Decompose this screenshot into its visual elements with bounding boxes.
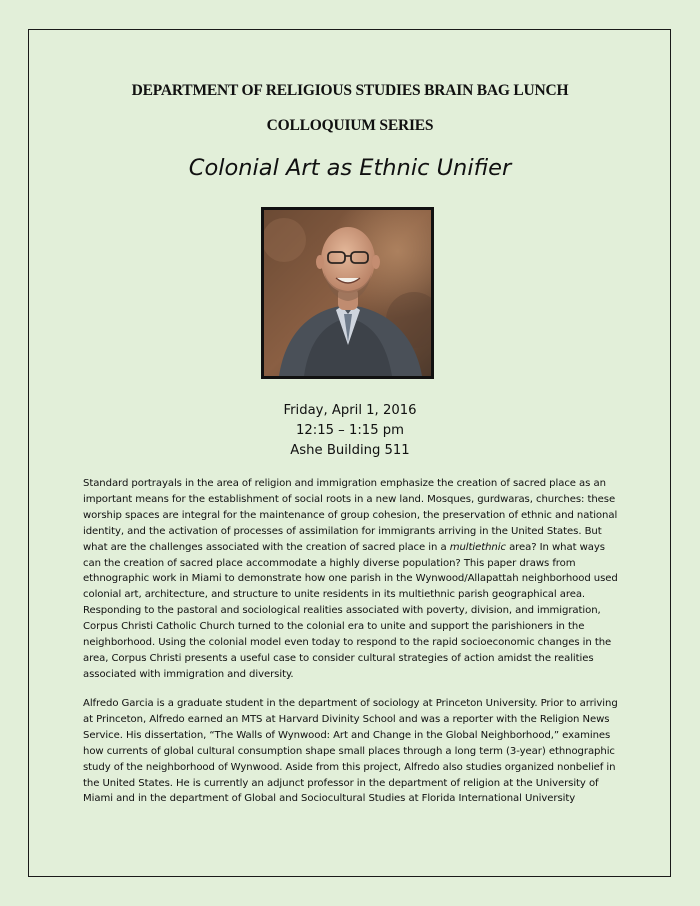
event-location: Ashe Building 511 <box>290 443 410 458</box>
event-date: Friday, April 1, 2016 <box>283 403 417 418</box>
event-time: 12:15 – 1:15 pm <box>295 423 404 438</box>
speaker-photo <box>261 207 434 379</box>
speaker-bio: Alfredo Garcia is a graduate student in the department of sociology at Princeton University. Prior to arriving at Princeton, Alfredo earned an MTS at Harvard Divinity School and was a reporter with the Religion News Service. His dissertation, “The Walls of Wynwood: Art and Change in the Global Neighborhood,” examines how currents of global cultural consumption shape small places through a long term (3-year) ethnographic study of the neighborhood of Wynwood. Aside from this project, Alfredo also studies organized nonbelief in the United States. He is currently an adjunct professor in the department of religion at the University of Miami and in the department of Global and Sociocultural Studies at Florida International University <box>83 698 618 805</box>
abstract-text-part-2: area? In what ways can the creation of sacred place accommodate a highly diverse population? This paper draws from ethnographic work in Miami to demonstrate how one parish in the Wynwood/Allapattah neighborhood used colonial art, architecture, and structure to unite residents in its multiethnic parish geographical area. Responding to the pastoral and sociological realities associated with poverty, division, and immigration, Corpus Christi Catholic Church turned to the colonial era to unite and support the parishioners in the neighborhood. Using the colonial model even today to respond to the rapid socioeconomic changes in the area, Corpus Christi presents a useful case to consider cultural strategies of action amidst the realities associated with immigration and diversity. <box>83 541 618 680</box>
speaker-portrait-illustration <box>264 210 431 376</box>
abstract-emphasis: multiethnic <box>449 541 506 553</box>
talk-title: Colonial Art as Ethnic Unifier <box>188 155 512 181</box>
series-heading-line-2: COLLOQUIUM SERIES <box>266 117 434 134</box>
abstract-text-part-1: Standard portrayals in the area of religion and immigration emphasize the creation of sacred place as an important means for the establishment of social roots in a new land. Mosques, gurdwaras, churches: these worship spaces are integral for the maintenance of group cohesion, the preservation of ethnic and national identity, and the activation of processes of assimilation for immigrants arriving in the United States. But what are the challenges associated with the creation of sacred place in a <box>83 478 618 553</box>
talk-abstract <box>83 476 623 683</box>
series-heading-line-1: DEPARTMENT OF RELIGIOUS STUDIES BRAIN BAG LUNCH <box>131 82 569 99</box>
